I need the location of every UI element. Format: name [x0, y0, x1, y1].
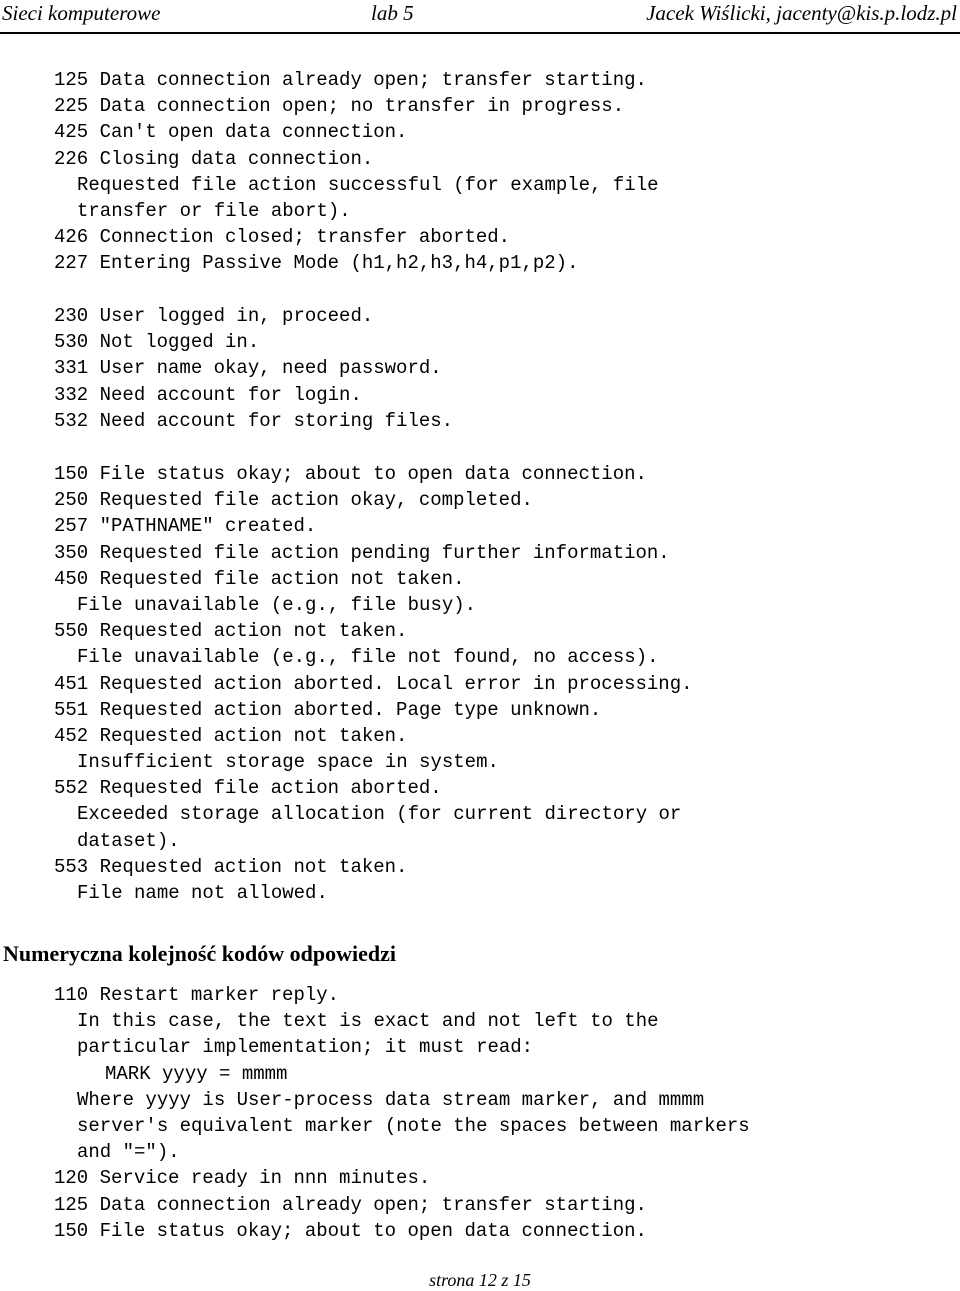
- course-title: Sieci komputerowe: [2, 1, 161, 25]
- reply-line: 257 "PATHNAME" created.: [54, 515, 317, 538]
- author-contact: Jacek Wiślicki, jacenty@kis.p.lodz.pl: [646, 1, 957, 25]
- reply-line: transfer or file abort).: [77, 199, 351, 222]
- reply-line: 551 Requested action aborted. Page type unknown.: [54, 698, 602, 721]
- lab-number: lab 5: [371, 1, 414, 25]
- reply-line: 250 Requested file action okay, completed.: [54, 489, 533, 512]
- reply-line: Requested file action successful (for example, file: [77, 173, 659, 196]
- reply-line: Exceeded storage allocation (for current directory or: [77, 803, 682, 826]
- section-title: Numeryczna kolejność kodów odpowiedzi: [3, 941, 396, 966]
- reply-line: 225 Data connection open; no transfer in progress.: [54, 95, 625, 118]
- reply-line: 226 Closing data connection.: [54, 147, 374, 170]
- reply-line: Where yyyy is User-process data stream marker, and mmmm: [77, 1088, 705, 1111]
- page-footer: [0, 1270, 960, 1291]
- reply-line: 350 Requested file action pending further information.: [54, 541, 670, 564]
- reply-line: server's equivalent marker (note the spaces between markers: [77, 1114, 750, 1137]
- reply-line: 150 File status okay; about to open data connection.: [54, 463, 647, 485]
- reply-codes-file-system: [54, 461, 693, 906]
- reply-line: File name not allowed.: [77, 882, 328, 904]
- reply-line: 450 Requested file action not taken.: [54, 567, 465, 590]
- reply-line: In this case, the text is exact and not left to the: [77, 1010, 659, 1033]
- reply-line: 332 Need account for login.: [54, 383, 362, 406]
- page-number: strona 12 z 15: [429, 1270, 531, 1290]
- reply-line: Insufficient storage space in system.: [77, 751, 499, 774]
- reply-line: 125 Data connection already open; transfer starting.: [54, 69, 647, 91]
- reply-line: 553 Requested action not taken.: [54, 855, 408, 878]
- reply-codes-connection: [54, 67, 659, 277]
- header-rule: [0, 32, 960, 34]
- reply-line: and "=").: [77, 1141, 180, 1164]
- reply-line: dataset).: [77, 829, 180, 852]
- reply-line: 331 User name okay, need password.: [54, 357, 442, 380]
- reply-line: 452 Requested action not taken.: [54, 724, 408, 747]
- reply-line: 125 Data connection already open; transfer starting.: [54, 1193, 647, 1216]
- reply-line: 550 Requested action not taken.: [54, 620, 408, 643]
- reply-line: File unavailable (e.g., file not found, no access).: [77, 646, 659, 669]
- reply-codes-numeric-order: [54, 982, 750, 1244]
- reply-line: 532 Need account for storing files.: [54, 409, 454, 432]
- reply-line: 530 Not logged in.: [54, 331, 260, 354]
- reply-line: 230 User logged in, proceed.: [54, 305, 374, 327]
- reply-line: 120 Service ready in nnn minutes.: [54, 1167, 431, 1190]
- reply-codes-authentication: [54, 303, 453, 434]
- reply-line: 426 Connection closed; transfer aborted.: [54, 226, 511, 249]
- reply-line: 425 Can't open data connection.: [54, 121, 408, 144]
- reply-line: 451 Requested action aborted. Local error in processing.: [54, 672, 693, 695]
- reply-line: particular implementation; it must read:: [77, 1036, 534, 1059]
- page-header: [0, 0, 960, 30]
- reply-line: MARK yyyy = mmmm: [105, 1062, 288, 1085]
- reply-line: 110 Restart marker reply.: [54, 984, 340, 1006]
- reply-line: 150 File status okay; about to open data connection.: [54, 1219, 647, 1242]
- reply-line: File unavailable (e.g., file busy).: [77, 593, 477, 616]
- reply-line: 552 Requested file action aborted.: [54, 777, 442, 800]
- reply-line: 227 Entering Passive Mode (h1,h2,h3,h4,p1,p2).: [54, 252, 579, 275]
